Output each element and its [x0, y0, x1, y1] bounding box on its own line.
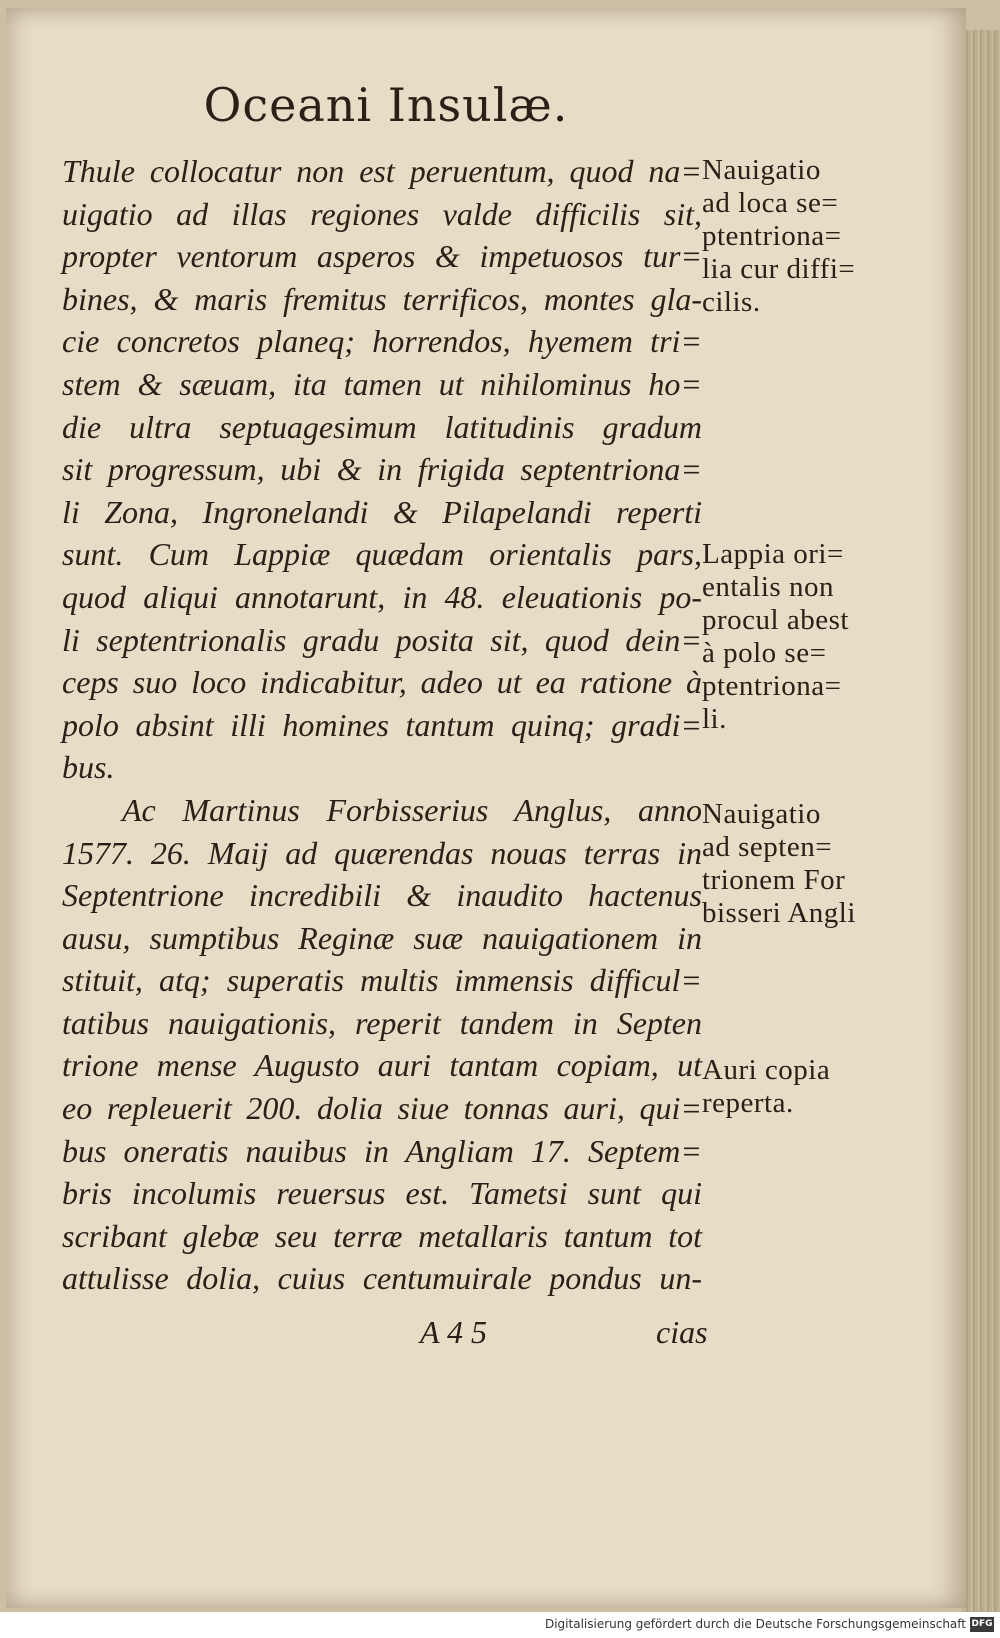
footer-bar: [0, 1612, 1000, 1638]
marginal-line: ad loca se=: [702, 187, 839, 219]
marginal-line: trionem For: [702, 864, 846, 896]
text-line: bus oneratis nauibus in Angliam 17. Septem=: [62, 1132, 702, 1169]
book-page: [6, 8, 966, 1608]
text-line: cie concretos planeq; horrendos, hyemem tri=: [62, 323, 702, 360]
marginal-line: procul abest: [702, 604, 849, 636]
signature-mark: A 4 5: [420, 1314, 487, 1350]
text-line: scribant glebæ seu terræ metallaris tantum tot: [62, 1217, 702, 1254]
marginal-line: à polo se=: [702, 637, 827, 669]
text-line: Thule collocatur non est peruentum, quod na=: [62, 153, 702, 189]
text-line: Septentrione incredibili & inaudito hactenus: [62, 877, 702, 914]
main-text-block: [62, 150, 702, 1300]
text-line: bus.: [62, 749, 115, 786]
marginal-line: ad septen=: [702, 831, 833, 863]
text-line: li septentrionalis gradu posita sit, quod dein=: [62, 621, 702, 658]
text-line: sit progressum, ubi & in frigida septentriona=: [62, 451, 702, 488]
footer-credit: Digitalisierung gefördert durch die Deutsche Forschungsgemeinschaft: [544, 1617, 966, 1631]
text-line: tatibus nauigationis, reperit tandem in Septen: [62, 1004, 702, 1041]
text-line: sunt. Cum Lappiæ quædam orientalis pars,: [62, 536, 702, 573]
marginal-note-forbisser: [702, 798, 902, 930]
text-line: li Zona, Ingronelandi & Pilapelandi reperti: [62, 493, 702, 530]
text-line: 1577. 26. Maij ad quærendas nouas terras in: [62, 834, 702, 871]
text-line: trione mense Augusto auri tantam copiam, ut: [62, 1047, 702, 1084]
text-line: bris incolumis reuersus est. Tametsi sunt qui: [62, 1175, 702, 1212]
running-head: Oceani Insulæ.: [203, 78, 569, 132]
text-line: eo repleuerit 200. dolia siue tonnas auri, qui=: [62, 1090, 702, 1127]
marginal-line: ptentriona=: [702, 670, 842, 702]
book-page-edges: [962, 30, 1000, 1612]
marginal-line: lia cur diffi=: [702, 253, 856, 285]
text-line: quod aliqui annotarunt, in 48. eleuationis po-: [62, 578, 702, 615]
marginal-note-gold: [702, 1054, 902, 1120]
dfg-logo-icon: DFG: [970, 1617, 994, 1632]
marginal-note-lappia: [702, 538, 902, 736]
marginal-line: ptentriona=: [702, 220, 842, 252]
text-line: die ultra septuagesimum latitudinis gradum: [62, 408, 702, 445]
text-line: stem & sæuam, ita tamen ut nihilominus ho=: [62, 365, 702, 402]
marginal-note-navigation-difficulty: [702, 154, 902, 319]
marginal-line: cilis.: [702, 286, 761, 318]
text-line: polo absint illi homines tantum quinq; gradi=: [62, 706, 702, 743]
text-line: attulisse dolia, cuius centumuirale pondus un-: [62, 1260, 702, 1297]
catchword: cias: [656, 1314, 708, 1350]
marginal-line: Lappia ori=: [702, 538, 844, 570]
text-line: uigatio ad illas regiones valde difficilis sit,: [62, 195, 702, 232]
text-line: bines, & maris fremitus terrificos, montes gla-: [62, 280, 702, 317]
text-line-paragraph-start: Ac Martinus Forbisserius Anglus, anno: [122, 791, 702, 828]
marginal-line: li.: [702, 703, 727, 735]
text-line: ausu, sumptibus Reginæ suæ nauigationem in: [62, 919, 702, 956]
marginal-line: bisseri Angli: [702, 897, 856, 929]
marginal-line: reperta.: [702, 1087, 794, 1119]
text-line: propter ventorum asperos & impetuosos tur=: [62, 238, 702, 275]
marginal-line: Nauigatio: [702, 798, 821, 830]
text-line: ceps suo loco indicabitur, adeo ut ea ratione à: [62, 664, 702, 701]
marginal-line: entalis non: [702, 571, 834, 603]
marginal-line: Nauigatio: [702, 154, 821, 186]
marginal-line: Auri copia: [702, 1054, 831, 1086]
text-line: stituit, atq; superatis multis immensis difficul=: [62, 962, 702, 999]
